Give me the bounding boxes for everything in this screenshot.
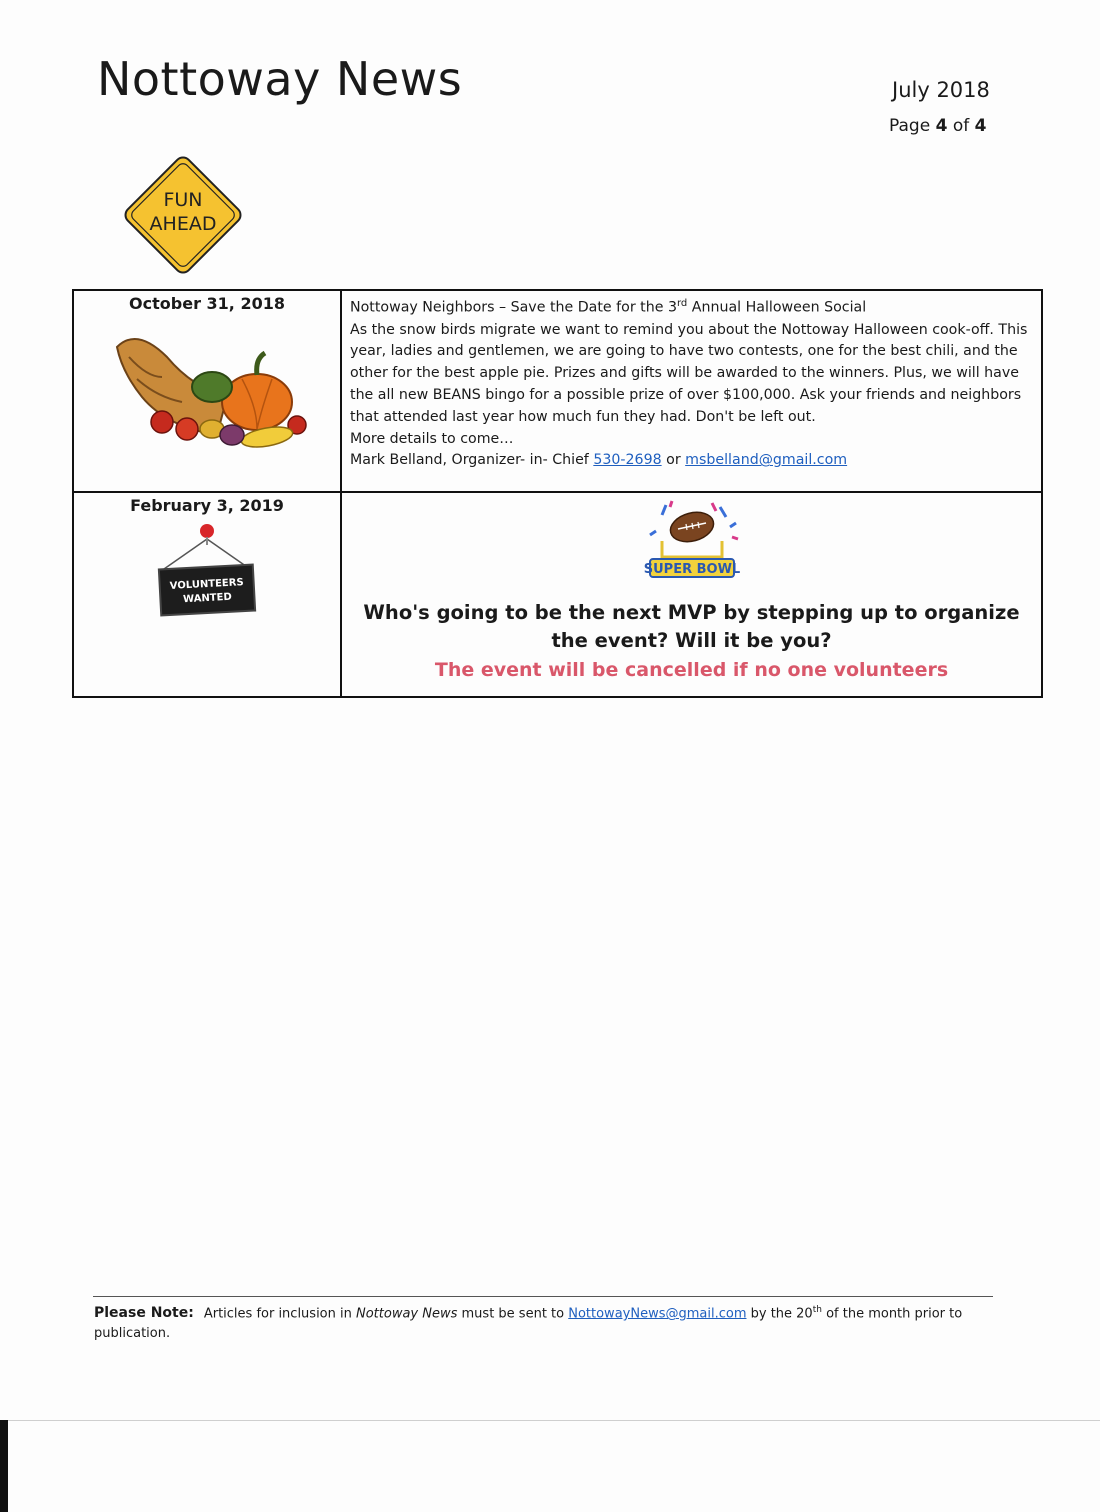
sign-line2: AHEAD (149, 213, 217, 235)
headline-text-end: Annual Halloween Social (687, 299, 867, 316)
page-of: of (952, 116, 970, 136)
event-details-cell (341, 290, 1042, 492)
note-text-3: by the 20 (746, 1306, 813, 1322)
event-paragraph: As the snow birds migrate we want to remind you about the Nottoway Halloween cook-off. This year, ladies and gentlemen, we are going to have two contests, one for the best chili, and the other for the best apple pie. Prizes and gifts will be awarded to the winners. Plus, we will have the all new BEANS bingo for a possible prize of over $100,000. Ask your friends and neighbors that attended last year how much fun they had. Don't be left out. (350, 321, 1028, 425)
note-publication-name: Nottoway News (356, 1306, 458, 1322)
contact-or: or (661, 452, 686, 469)
cancel-warning: The event will be cancelled if no one volunteers (434, 659, 949, 681)
event-details-cell (341, 492, 1042, 697)
headline-superscript: rd (677, 298, 688, 309)
mvp-callout: Who's going to be the next MVP by stepping up to organize the event? Will it be you? (363, 601, 1020, 652)
event-date: February 3, 2019 (130, 496, 284, 515)
event-row (73, 290, 1042, 492)
event-date: October 31, 2018 (129, 294, 285, 313)
email-link[interactable]: msbelland@gmail.com (685, 452, 848, 469)
fun-ahead-sign-icon (116, 148, 250, 282)
event-contact (350, 450, 1033, 472)
note-label: Please Note: (94, 1305, 194, 1322)
page-current: 4 (935, 116, 948, 136)
volunteers-wanted-sign-icon (152, 517, 262, 627)
footer-divider (93, 1296, 993, 1297)
sign-line-wanted: WANTED (182, 591, 233, 606)
scan-edge-line (0, 1420, 1100, 1421)
event-more: More details to come… (350, 430, 514, 447)
note-superscript: th (812, 1305, 822, 1315)
event-date-cell (73, 492, 341, 697)
note-text: Articles for inclusion in (203, 1306, 356, 1322)
event-row (73, 492, 1042, 697)
event-headline (350, 293, 1033, 320)
page-prefix: Page (889, 116, 931, 136)
phone-link[interactable]: 530-2698 (593, 452, 662, 469)
note-text-4: of the month prior to publication. (94, 1306, 963, 1342)
super-bowl-text: SUPER BOWL (643, 562, 740, 577)
page-number (889, 116, 986, 136)
page-total: 4 (974, 116, 987, 136)
news-email-link[interactable]: NottowayNews@gmail.com (568, 1306, 747, 1322)
scan-edge-bar (0, 1420, 8, 1512)
contact-name: Mark Belland, Organizer- in- Chief (350, 452, 594, 469)
sign-line-volunteers: VOLUNTEERS (169, 577, 244, 592)
event-date-cell (73, 290, 341, 492)
cornucopia-icon (107, 317, 307, 457)
issue-date: July 2018 (892, 78, 990, 102)
super-bowl-logo-icon (642, 497, 742, 581)
newsletter-title: Nottoway News (97, 52, 463, 106)
headline-text: Nottoway Neighbors – Save the Date for the 3 (350, 299, 677, 316)
sign-line1: FUN (163, 189, 203, 211)
events-table (72, 289, 1043, 698)
note-text-2: must be sent to (457, 1306, 569, 1322)
footer-note (94, 1300, 994, 1344)
